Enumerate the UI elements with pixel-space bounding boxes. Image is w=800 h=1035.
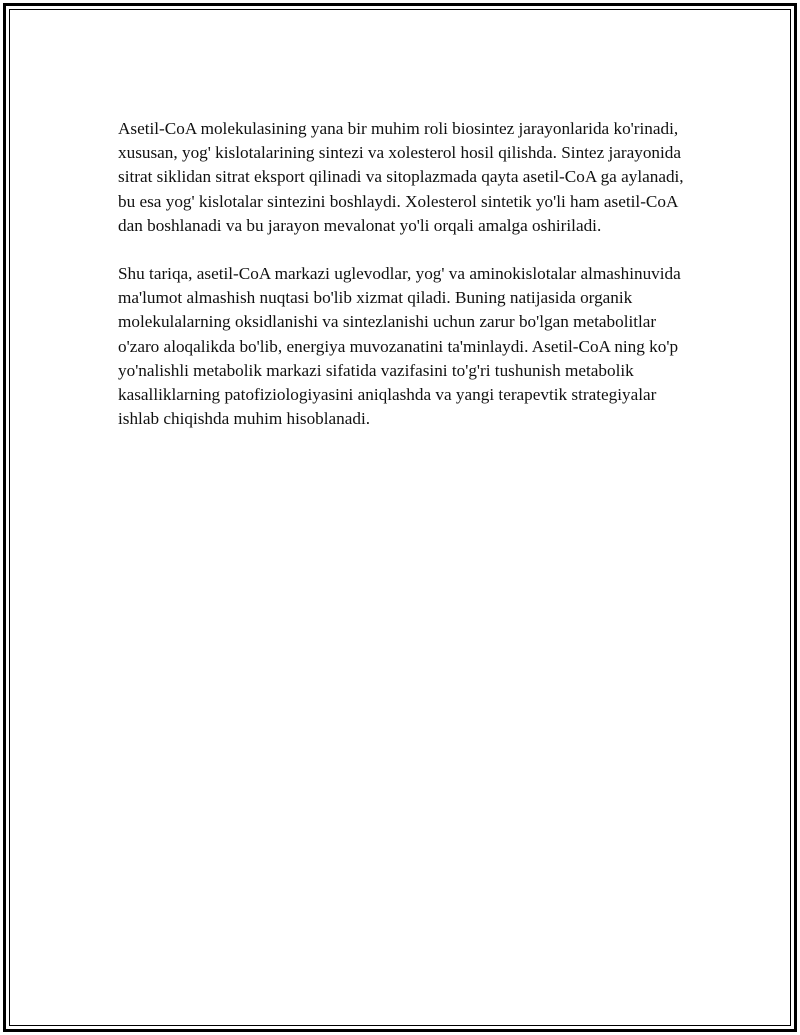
document-body (118, 117, 688, 455)
paragraph-1: Asetil-CoA molekulasining yana bir muhim roli biosintez jarayonlarida ko'rinadi, xususan, yog' kislotalarining sintezi va xolesterol hosil qilishda. Sintez jarayonida sitrat siklidan sitrat eksport qilinadi va sitoplazmada qayta asetil-CoA ga aylanadi, bu esa yog' kislotalar sintezini boshlaydi. Xolesterol sintetik yo'li ham asetil-CoA dan boshlanadi va bu jarayon mevalonat yo'li orqali amalga oshiriladi. (118, 119, 684, 235)
paragraph-2: Shu tariqa, asetil-CoA markazi uglevodlar, yog' va aminokislotalar almashinuvida ma'lumot almashish nuqtasi bo'lib xizmat qiladi. Buning natijasida organik molekulalarning oksidlanishi va sintezlanishi uchun zarur bo'lgan metabolitlar o'zaro aloqalikda bo'lib, energiya muvozanatini ta'minlaydi. Asetil-CoA ning ko'p yo'nalishli metabolik markazi sifatida vazifasini to'g'ri tushunish metabolik kasalliklarning patofiziologiyasini aniqlashda va yangi terapevtik strategiyalar ishlab chiqishda muhim hisoblanadi. (118, 264, 681, 429)
